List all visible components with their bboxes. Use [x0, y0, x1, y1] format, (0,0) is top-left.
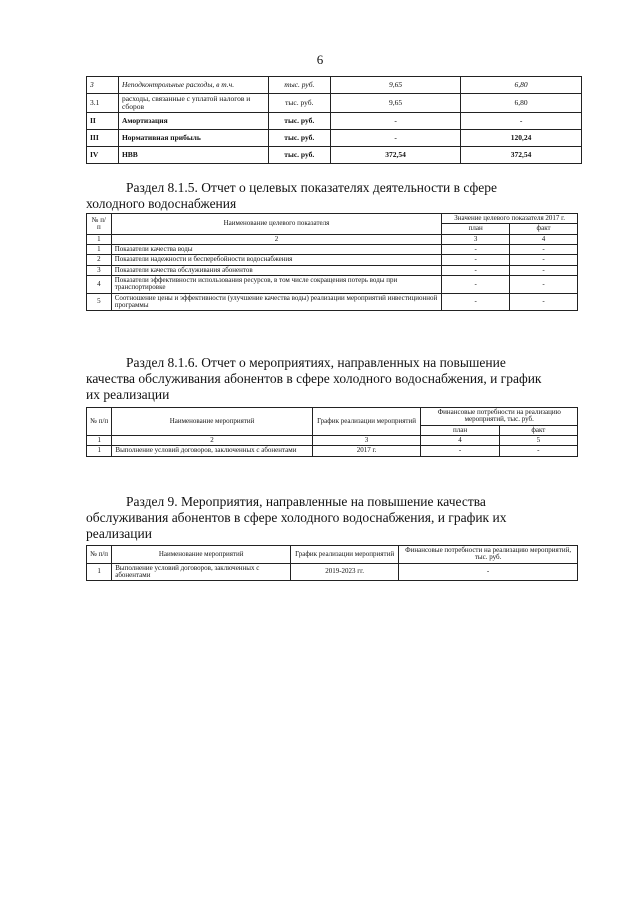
col-plan-header: план	[421, 425, 499, 435]
col-fact-header: факт	[510, 224, 578, 234]
row-number: 3	[87, 265, 112, 275]
section-9-heading	[86, 494, 584, 542]
table-row	[87, 265, 578, 275]
col-plan-header: план	[442, 224, 510, 234]
row-value-2: 372,54	[461, 146, 582, 163]
row-name: Соотношение цены и эффективности (улучшение качества воды) реализации мероприятий инвестиционной программы	[111, 293, 442, 311]
planned-activities-table	[86, 545, 578, 581]
row-name: Неподконтрольные расходы, в т.ч.	[118, 77, 268, 94]
row-unit: тыс. руб.	[268, 77, 330, 94]
page-number: 6	[316, 52, 324, 67]
section-8-1-5-title-line1: Раздел 8.1.5. Отчет о целевых показателях деятельности в сфере	[126, 180, 497, 195]
section-8-1-5-title-line2: холодного водоснабжения	[86, 195, 237, 211]
col-schedule-header: График реализации мероприятий	[312, 408, 421, 436]
table-row	[87, 255, 578, 265]
col-num-header: № п/п	[87, 214, 112, 235]
table-row	[87, 112, 582, 129]
row-unit: тыс. руб.	[268, 129, 330, 146]
expenses-table	[86, 76, 582, 164]
index-cell: 3	[442, 234, 510, 244]
row-number: 3.1	[87, 94, 119, 113]
table-row	[87, 77, 582, 94]
row-schedule: 2017 г.	[312, 446, 421, 456]
table-row	[87, 129, 582, 146]
col-name-header: Наименование целевого показателя	[111, 214, 442, 235]
row-fin: -	[399, 563, 578, 581]
col-name-header: Наименование мероприятий	[112, 546, 291, 564]
row-number: IV	[87, 146, 119, 163]
index-cell: 4	[510, 234, 578, 244]
index-cell: 5	[499, 436, 577, 446]
col-fin-header: Финансовые потребности на реализацию мероприятий, тыс. руб.	[399, 546, 578, 564]
row-name: расходы, связанные с уплатой налогов и сборов	[118, 94, 268, 113]
row-name: Амортизация	[118, 112, 268, 129]
row-value-2: 120,24	[461, 129, 582, 146]
table-row	[87, 293, 578, 311]
row-value-2: 6,80	[461, 77, 582, 94]
col-fact-header: факт	[499, 425, 577, 435]
col-name-header: Наименование мероприятий	[112, 408, 312, 436]
row-value-1: 9,65	[330, 77, 460, 94]
section-8-1-6-heading	[86, 355, 584, 403]
row-plan: -	[442, 293, 510, 311]
row-number: 4	[87, 276, 112, 294]
target-indicators-table	[86, 213, 578, 311]
row-plan: -	[442, 245, 510, 255]
row-plan: -	[442, 276, 510, 294]
row-fact: -	[510, 276, 578, 294]
section-8-1-6-title-line3: их реализации	[86, 386, 170, 402]
row-value-2: -	[461, 112, 582, 129]
col-fin-header: Финансовые потребности на реализацию мероприятий, тыс. руб.	[421, 408, 578, 426]
row-plan: -	[442, 265, 510, 275]
row-value-1: -	[330, 112, 460, 129]
table-row	[87, 245, 578, 255]
row-name: НВВ	[118, 146, 268, 163]
row-number: 1	[87, 563, 112, 581]
row-value-1: -	[330, 129, 460, 146]
row-number: 3	[87, 77, 119, 94]
table-row	[87, 94, 582, 113]
row-schedule: 2019-2023 гг.	[291, 563, 399, 581]
table-row	[87, 146, 582, 163]
section-8-1-6-title-line2: качества обслуживания абонентов в сфере холодного водоснабжения, и график	[86, 370, 542, 386]
index-cell: 4	[421, 436, 499, 446]
row-name: Выполнение условий договоров, заключенных с абонентами	[112, 446, 312, 456]
index-cell: 1	[87, 234, 112, 244]
row-fact: -	[510, 293, 578, 311]
section-9-title-line3: реализации	[86, 525, 152, 541]
row-plan: -	[442, 255, 510, 265]
index-cell: 2	[112, 436, 312, 446]
row-number: II	[87, 112, 119, 129]
index-cell: 1	[87, 436, 112, 446]
row-name: Выполнение условий договоров, заключенных с абонентами	[112, 563, 291, 581]
index-cell: 3	[312, 436, 421, 446]
index-cell: 2	[111, 234, 442, 244]
row-fact: -	[499, 446, 577, 456]
row-unit: тыс. руб.	[268, 146, 330, 163]
row-number: 5	[87, 293, 112, 311]
row-name: Показатели надежности и бесперебойности водоснабжения	[111, 255, 442, 265]
section-9-title-line2: обслуживания абонентов в сфере холодного водоснабжения, и график их	[86, 509, 507, 525]
section-9-title-line1: Раздел 9. Мероприятия, направленные на повышение качества	[126, 494, 486, 509]
row-name: Показатели качества воды	[111, 245, 442, 255]
row-fact: -	[510, 255, 578, 265]
activities-report-table	[86, 407, 578, 457]
table-row	[87, 276, 578, 294]
row-number: 1	[87, 245, 112, 255]
row-value-2: 6,80	[461, 94, 582, 113]
row-unit: тыс. руб.	[268, 112, 330, 129]
row-plan: -	[421, 446, 499, 456]
row-name: Показатели качества обслуживания абонентов	[111, 265, 442, 275]
row-name: Нормативная прибыль	[118, 129, 268, 146]
col-schedule-header: График реализации мероприятий	[291, 546, 399, 564]
col-num-header: № п/п	[87, 546, 112, 564]
row-value-1: 9,65	[330, 94, 460, 113]
col-value-header: Значение целевого показателя 2017 г.	[442, 214, 578, 224]
col-num-header: № п/п	[87, 408, 112, 436]
section-8-1-6-title-line1: Раздел 8.1.6. Отчет о мероприятиях, направленных на повышение	[126, 355, 506, 370]
row-value-1: 372,54	[330, 146, 460, 163]
table-row	[87, 446, 578, 456]
row-number: 1	[87, 446, 112, 456]
row-number: III	[87, 129, 119, 146]
row-fact: -	[510, 245, 578, 255]
row-name: Показатели эффективности использования ресурсов, в том числе сокращения потерь воды при транспортировке	[111, 276, 442, 294]
table-row	[87, 563, 578, 581]
section-8-1-5-heading	[86, 180, 584, 212]
row-unit: тыс. руб.	[268, 94, 330, 113]
row-fact: -	[510, 265, 578, 275]
row-number: 2	[87, 255, 112, 265]
